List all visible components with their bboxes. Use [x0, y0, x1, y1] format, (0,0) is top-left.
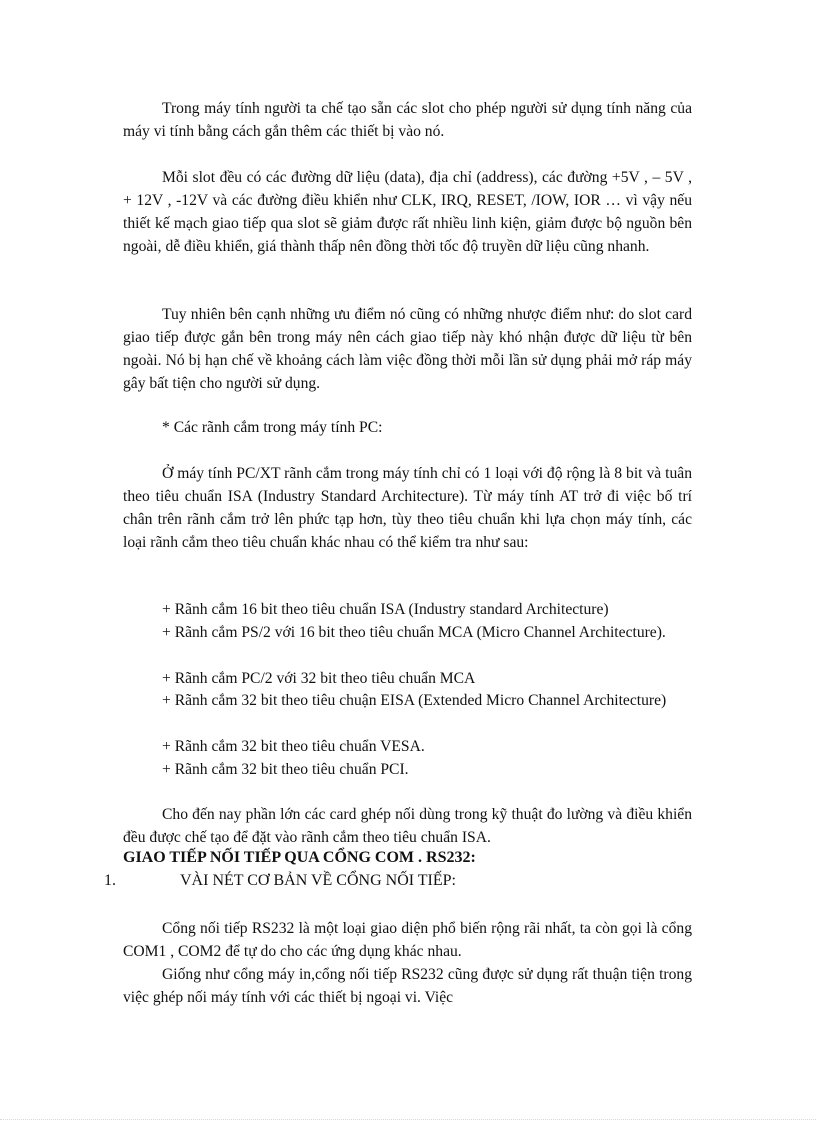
paragraph-rs232-usage: Giống như cổng máy in,cổng nối tiếp RS232 cũng được sử dụng rất thuận tiện trong việc ghép nối máy tính với các thiết bị ngoại vi. Việc [123, 966, 692, 1006]
paragraph-slot-lines: Mỗi slot đều có các đường dữ liệu (data), địa chỉ (address), các đường +5V , – 5V , + 12V , -12V và các đường điều khiển như CLK, IRQ, RESET, /IOW, IOR … vì vậy nếu thiết kế mạch giao tiếp qua slot sẽ giảm được rất nhiều linh kiện, giảm được bộ nguồn bên ngoài, dễ điều khiển, giá thành thấp nên đồng thời tốc độ truyền dữ liệu cũng nhanh. [123, 169, 692, 255]
paragraph-pc-xt-slots: Ở máy tính PC/XT rãnh cắm trong máy tính chỉ có 1 loại với độ rộng là 8 bit và tuân theo tiêu chuẩn ISA (Industry Standard Architecture). Từ máy tính AT trở đi việc bố trí chân trên rãnh cắm trở lên phức tạp hơn, tùy theo tiêu chuẩn khi lựa chọn máy tính, các loại rãnh cắm theo tiêu chuẩn khác nhau có thể kiểm tra như sau: [123, 465, 692, 551]
paragraph-slots-intro: Trong máy tính người ta chế tạo sẵn các slot cho phép người sử dụng tính năng của máy vi tính bằng cách gắn thêm các thiết bị vào nó. [123, 100, 692, 140]
subheading-number: 1. [104, 872, 116, 889]
slot-list-item: + Rãnh cắm 32 bit theo tiêu chuẩn PCI. [162, 761, 409, 778]
page-footer-divider [0, 1119, 816, 1120]
paragraph-isa-cards: Cho đến nay phần lớn các card ghép nối dùng trong kỹ thuật đo lường và điều khiển đều được chế tạo để đặt vào rãnh cắm theo tiêu chuẩn ISA. [123, 806, 692, 846]
paragraph-slot-types-title: * Các rãnh cắm trong máy tính PC: [162, 419, 383, 436]
section-heading: GIAO TIẾP NỐI TIẾP QUA CỔNG COM . RS232: [123, 849, 476, 866]
paragraph-rs232-intro: Cổng nối tiếp RS232 là một loại giao diện phổ biến rộng rãi nhất, ta còn gọi là cổng COM1 , COM2 để tự do cho các ứng dụng khác nhau. [123, 920, 692, 960]
subheading-title: VÀI NÉT CƠ BẢN VỀ CỔNG NỐI TIẾP: [180, 872, 456, 889]
paragraph-disadvantages: Tuy nhiên bên cạnh những ưu điểm nó cũng có những nhược điểm như: do slot card giao tiếp được gắn bên trong máy nên cách giao tiếp này khó nhận được dữ liệu từ bên ngoài. Nó bị hạn chế về khoảng cách làm việc đồng thời mỗi lần sử dụng phải mở ráp máy gây bất tiện cho người sử dụng. [123, 306, 692, 392]
slot-list-item: + Rãnh cắm 16 bit theo tiêu chuẩn ISA (Industry standard Architecture) [162, 601, 609, 618]
slot-list-item: + Rãnh cắm PC/2 với 32 bit theo tiêu chuẩn MCA [162, 670, 476, 687]
slot-list-item: + Rãnh cắm PS/2 với 16 bit theo tiêu chuẩn MCA (Micro Channel Architecture). [162, 624, 666, 641]
slot-list-item: + Rãnh cắm 32 bit theo tiêu chuẩn VESA. [162, 738, 425, 755]
slot-list-item: + Rãnh cắm 32 bit theo tiêu chuận EISA (Extended Micro Channel Architecture) [162, 692, 667, 709]
